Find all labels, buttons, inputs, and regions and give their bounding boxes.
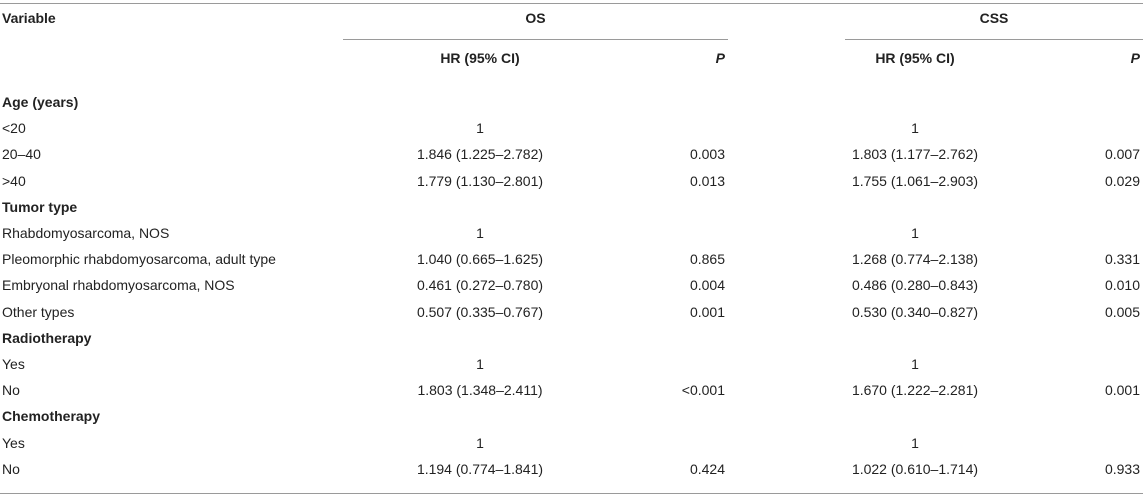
css-hr-value: 1.268 (0.774–2.138): [851, 251, 979, 267]
header-os: OS: [525, 10, 546, 26]
css-p-value: 0.005: [1104, 304, 1140, 320]
os-hr-value: 1: [476, 225, 484, 241]
row-label: <20: [2, 120, 26, 136]
css-hr-value: 0.486 (0.280–0.843): [851, 277, 979, 293]
section-label: Chemotherapy: [2, 408, 101, 424]
css-p-value: 0.007: [1104, 146, 1140, 162]
os-p-value: [600, 430, 725, 456]
os-hr-value: 0.507 (0.335–0.767): [416, 304, 544, 320]
os-p-value: 0.424: [689, 461, 725, 477]
os-hr-value: 1: [476, 120, 484, 136]
os-p-value: 0.004: [689, 277, 725, 293]
os-hr-value: 1.779 (1.130–2.801): [416, 173, 544, 189]
row-label: Rhabdomyosarcoma, NOS: [2, 225, 170, 241]
os-hr-value: 1.194 (0.774–1.841): [416, 461, 544, 477]
row-label: Yes: [2, 356, 25, 372]
os-p-value: [600, 115, 725, 141]
section-label: Age (years): [2, 94, 79, 110]
header-os-p: P: [715, 50, 725, 66]
header-css-p: P: [1130, 50, 1140, 66]
row-label: No: [2, 461, 20, 477]
row-label: Yes: [2, 435, 25, 451]
os-p-value: 0.865: [689, 251, 725, 267]
css-hr-value: 1: [911, 356, 919, 372]
os-hr-value: 1.846 (1.225–2.782): [416, 146, 544, 162]
os-p-value: [600, 220, 725, 246]
os-group-rule: [343, 39, 728, 40]
os-p-value: [600, 351, 725, 377]
css-hr-value: 1.755 (1.061–2.903): [851, 173, 979, 189]
css-p-value: 0.933: [1104, 461, 1140, 477]
table-bottom-rule: [0, 493, 1143, 494]
css-hr-value: 0.530 (0.340–0.827): [851, 304, 979, 320]
header-css-hr: HR (95% CI): [875, 50, 955, 66]
css-p-value: 0.010: [1104, 277, 1140, 293]
header-os-hr: HR (95% CI): [440, 50, 520, 66]
header-variable: Variable: [2, 10, 56, 26]
os-hr-value: 1: [476, 356, 484, 372]
os-hr-value: 1: [476, 435, 484, 451]
css-hr-value: 1: [911, 435, 919, 451]
section-label: Radiotherapy: [2, 330, 92, 346]
css-p-value: [1000, 115, 1140, 141]
css-p-value: [1000, 220, 1140, 246]
css-p-value: 0.001: [1104, 382, 1140, 398]
css-p-value: [1000, 430, 1140, 456]
row-label: Embryonal rhabdomyosarcoma, NOS: [2, 277, 235, 293]
css-group-rule: [845, 39, 1143, 40]
css-hr-value: 1.803 (1.177–2.762): [851, 146, 979, 162]
table-top-rule: [0, 3, 1143, 4]
os-hr-value: 1.803 (1.348–2.411): [417, 382, 543, 398]
row-label: Other types: [2, 304, 75, 320]
row-label: No: [2, 382, 20, 398]
header-css: CSS: [979, 10, 1009, 26]
os-p-value: 0.001: [689, 304, 725, 320]
css-p-value: 0.029: [1104, 173, 1140, 189]
row-label: >40: [2, 173, 26, 189]
os-p-value: 0.013: [689, 173, 725, 189]
css-hr-value: 1.670 (1.222–2.281): [851, 382, 979, 398]
os-hr-value: 1.040 (0.665–1.625): [416, 251, 544, 267]
css-hr-value: 1: [911, 120, 919, 136]
css-p-value: 0.331: [1104, 251, 1140, 267]
css-p-value: [1000, 351, 1140, 377]
os-hr-value: 0.461 (0.272–0.780): [416, 277, 544, 293]
row-label: 20–40: [2, 146, 41, 162]
row-label: Pleomorphic rhabdomyosarcoma, adult type: [2, 251, 276, 267]
os-p-value: <0.001: [681, 382, 725, 398]
css-hr-value: 1.022 (0.610–1.714): [851, 461, 979, 477]
css-hr-value: 1: [911, 225, 919, 241]
section-label: Tumor type: [2, 199, 78, 215]
os-p-value: 0.003: [689, 146, 725, 162]
